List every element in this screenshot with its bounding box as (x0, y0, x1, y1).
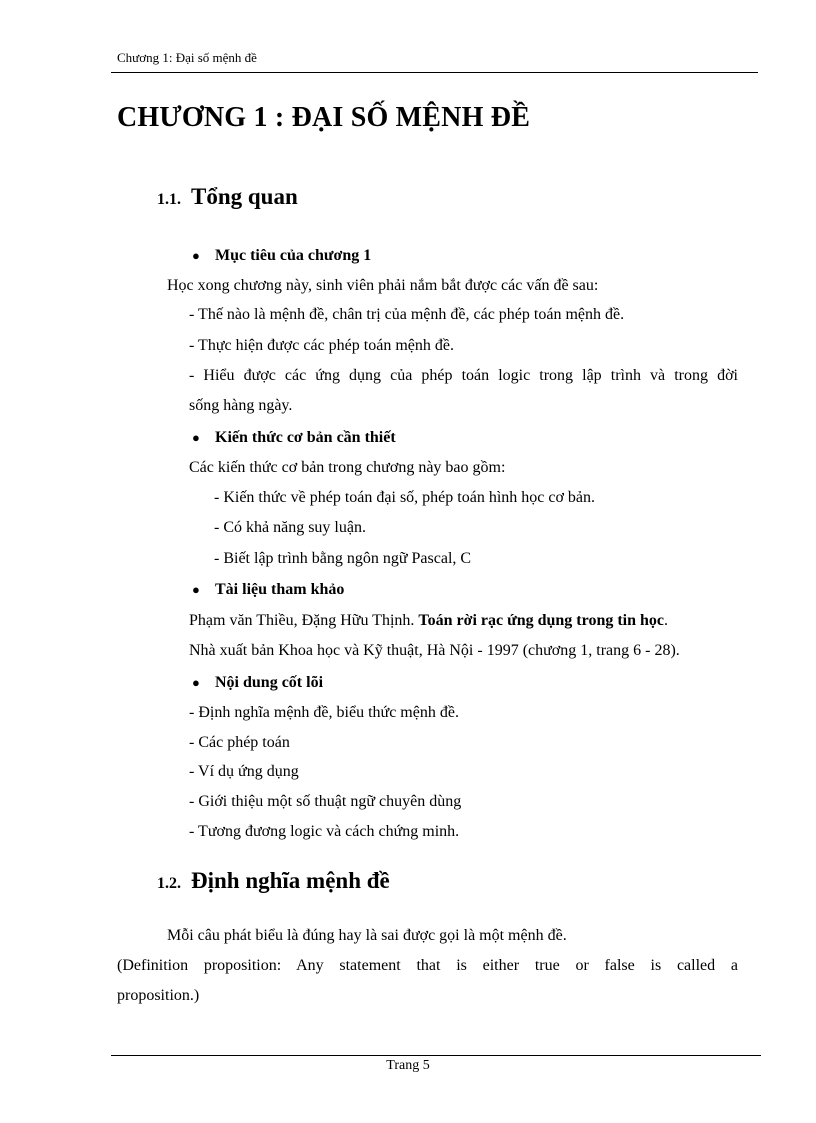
reference-authors: Phạm văn Thiều, Đặng Hữu Thịnh. (189, 612, 419, 629)
section-heading-1-1 (157, 184, 298, 210)
definition-text: Mỗi câu phát biểu là đúng hay là sai được gọi là một mệnh đề. (167, 927, 567, 944)
definition-english-line-2: proposition.) (117, 987, 200, 1004)
list-item: - Các phép toán (189, 734, 290, 751)
reference-entry (189, 611, 668, 631)
list-item: - Hiểu được các ứng dụng của phép toán logic trong lập trình và trong đời (189, 367, 738, 384)
footer-rule (111, 1055, 761, 1056)
list-item: - Tương đương logic và cách chứng minh. (189, 823, 460, 840)
list-item: - Thế nào là mệnh đề, chân trị của mệnh đề, các phép toán mệnh đề. (189, 306, 625, 323)
bullet-heading: Kiến thức cơ bản cần thiết (215, 429, 396, 446)
bullet-dot-icon: ● (192, 430, 200, 445)
objectives-intro: Học xong chương này, sinh viên phải nắm bắt được các vấn đề sau: (167, 277, 599, 294)
bullet-core-content (192, 673, 323, 693)
bullet-objectives (192, 246, 371, 266)
header-rule (111, 72, 758, 73)
bullet-heading: Mục tiêu của chương 1 (215, 247, 372, 264)
running-header: Chương 1: Đại số mệnh đề (117, 50, 257, 65)
bullet-dot-icon: ● (192, 582, 200, 597)
bullet-prerequisites (192, 428, 396, 448)
bullet-dot-icon: ● (192, 675, 200, 690)
list-item: - Ví dụ ứng dụng (189, 763, 299, 780)
section-number: 1.1. (157, 191, 181, 208)
section-title: Tổng quan (191, 184, 298, 209)
bullet-dot-icon: ● (192, 248, 200, 263)
prerequisites-intro: Các kiến thức cơ bản trong chương này bao gồm: (189, 459, 506, 476)
list-item-continued: sống hàng ngày. (189, 397, 293, 414)
section-title: Định nghĩa mệnh đề (191, 868, 390, 893)
list-item: - Giới thiệu một số thuật ngữ chuyên dùng (189, 793, 462, 810)
page-number: Trang 5 (386, 1058, 430, 1073)
definition-english-line-1: (Definition proposition: Any statement that is either true or false is called a (117, 957, 738, 974)
bullet-references (192, 580, 344, 600)
reference-publisher: Nhà xuất bản Khoa học và Kỹ thuật, Hà Nội - 1997 (chương 1, trang 6 - 28). (189, 642, 680, 659)
list-item: - Định nghĩa mệnh đề, biểu thức mệnh đề. (189, 704, 459, 721)
list-item: - Có khả năng suy luận. (214, 519, 366, 536)
reference-period: . (664, 612, 669, 629)
bullet-heading: Nội dung cốt lõi (215, 674, 324, 691)
section-number: 1.2. (157, 875, 181, 892)
list-item: - Thực hiện được các phép toán mệnh đề. (189, 337, 454, 354)
list-item: - Biết lập trình bằng ngôn ngữ Pascal, C (214, 550, 472, 567)
section-heading-1-2 (157, 868, 390, 894)
list-item: - Kiến thức về phép toán đại số, phép toán hình học cơ bản. (214, 489, 596, 506)
chapter-title: CHƯƠNG 1 : ĐẠI SỐ MỆNH ĐỀ (117, 102, 531, 133)
reference-book-title: Toán rời rạc ứng dụng trong tin học (418, 612, 665, 629)
bullet-heading: Tài liệu tham khảo (215, 581, 345, 598)
